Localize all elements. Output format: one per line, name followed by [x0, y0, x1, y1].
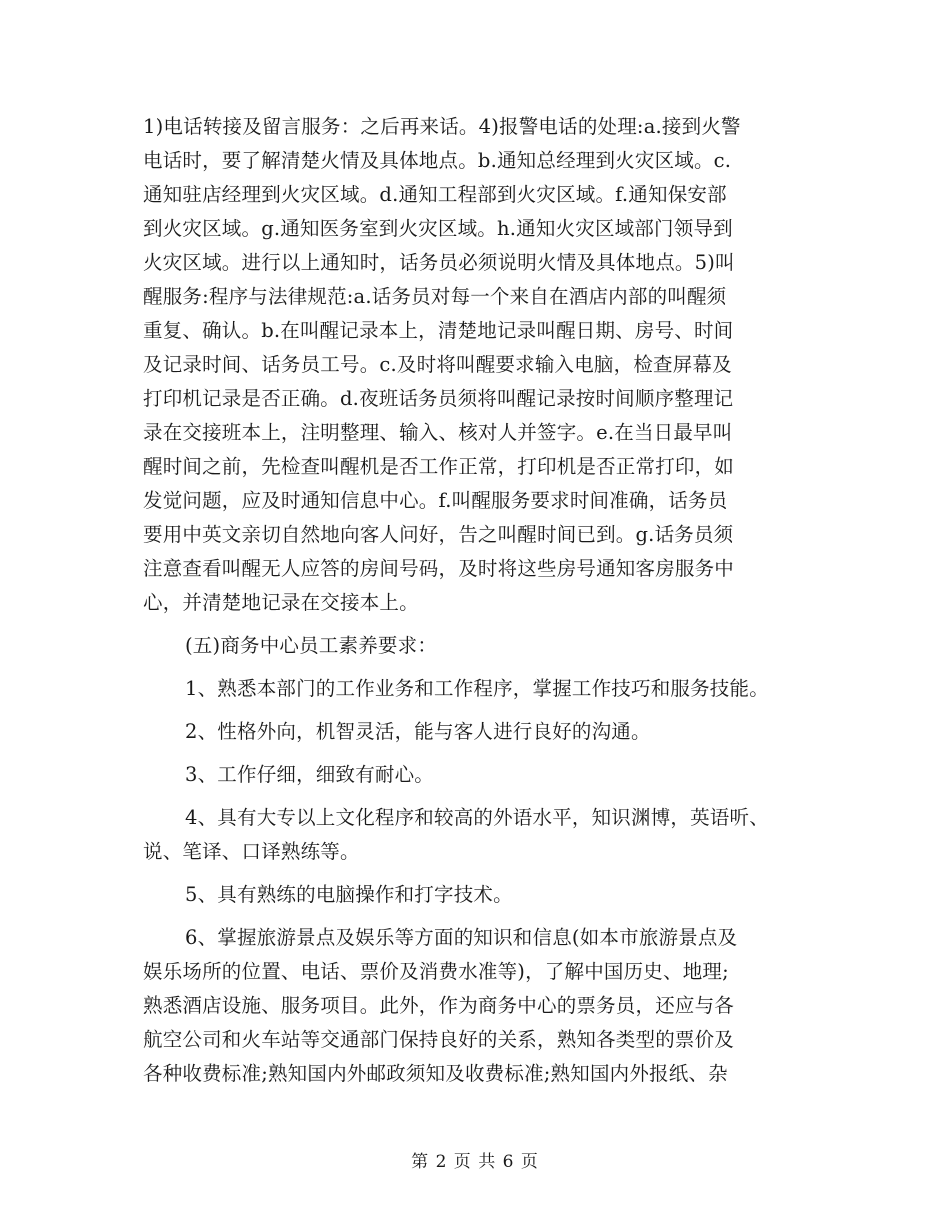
paragraph-line: 心，并清楚地记录在交接本上。 — [143, 591, 419, 614]
paragraph-line: 录在交接班本上，注明整理、输入、核对人并签字。e.在当日最早叫 — [143, 421, 733, 444]
list-item-5: 5、具有熟练的电脑操作和打字技术。 — [185, 883, 513, 906]
list-item-4: 4、具有大专以上文化程序和较高的外语水平，知识渊博，英语听、 — [185, 806, 769, 829]
list-item-6-continuation: 娱乐场所的位置、电话、票价及消费水准等)，了解中国历史、地理; — [143, 960, 729, 983]
list-item-6: 6、掌握旅游景点及娱乐等方面的知识和信息(如本市旅游景点及 — [185, 926, 738, 949]
paragraph-line: 通知驻店经理到火灾区域。d.通知工程部到火灾区域。f.通知保安部 — [143, 183, 727, 206]
paragraph-line: 及记录时间、话务员工号。c.及时将叫醒要求输入电脑，检查屏幕及 — [143, 353, 732, 376]
paragraph-line: 注意查看叫醒无人应答的房间号码，及时将这些房号通知客房服务中 — [143, 557, 735, 580]
paragraph-line: 到火灾区域。g.通知医务室到火灾区域。h.通知火灾区域部门领导到 — [143, 217, 733, 240]
page-number-footer: 第 2 页 共 6 页 — [411, 1152, 539, 1172]
paragraph-line: 电话时，要了解清楚火情及具体地点。b.通知总经理到火灾区域。c. — [143, 149, 732, 172]
paragraph-line: 打印机记录是否正确。d.夜班话务员须将叫醒记录按时间顺序整理记 — [143, 387, 734, 410]
list-item-2: 2、性格外向，机智灵活，能与客人进行良好的沟通。 — [185, 720, 651, 743]
paragraph-line: 要用中英文亲切自然地向客人问好，告之叫醒时间已到。g.话务员须 — [143, 523, 734, 546]
list-item-4-continuation: 说、笔译、口译熟练等。 — [143, 840, 360, 863]
section-heading: (五)商务中心员工素养要求： — [185, 634, 438, 657]
document-body — [143, 110, 823, 1091]
list-item-6-continuation: 各种收费标准;熟知国内外邮政须知及收费标准;熟知国内外报纸、杂 — [143, 1062, 728, 1085]
paragraph-line: 醒服务:程序与法律规范:a.话务员对每一个来自在酒店内部的叫醒须 — [143, 285, 727, 308]
list-item-1: 1、熟悉本部门的工作业务和工作程序，掌握工作技巧和服务技能。 — [185, 677, 769, 700]
list-item-6-continuation: 航空公司和火车站等交通部门保持良好的关系，熟知各类型的票价及 — [143, 1028, 735, 1051]
paragraph-line: 醒时间之前，先检查叫醒机是否工作正常，打印机是否正常打印，如 — [143, 455, 735, 478]
list-item-3: 3、工作仔细，细致有耐心。 — [185, 763, 435, 786]
paragraph-line: 火灾区域。进行以上通知时，话务员必须说明火情及具体地点。5)叫 — [143, 251, 735, 274]
paragraph-line: 1)电话转接及留言服务：之后再来话。4)报警电话的处理:a.接到火警 — [143, 115, 741, 138]
paragraph-line: 重复、确认。b.在叫醒记录本上，清楚地记录叫醒日期、房号、时间 — [143, 319, 734, 342]
list-item-6-continuation: 熟悉酒店设施、服务项目。此外，作为商务中心的票务员，还应与各 — [143, 994, 735, 1017]
paragraph-line: 发觉问题，应及时通知信息中心。f.叫醒服务要求时间准确，话务员 — [143, 489, 728, 512]
